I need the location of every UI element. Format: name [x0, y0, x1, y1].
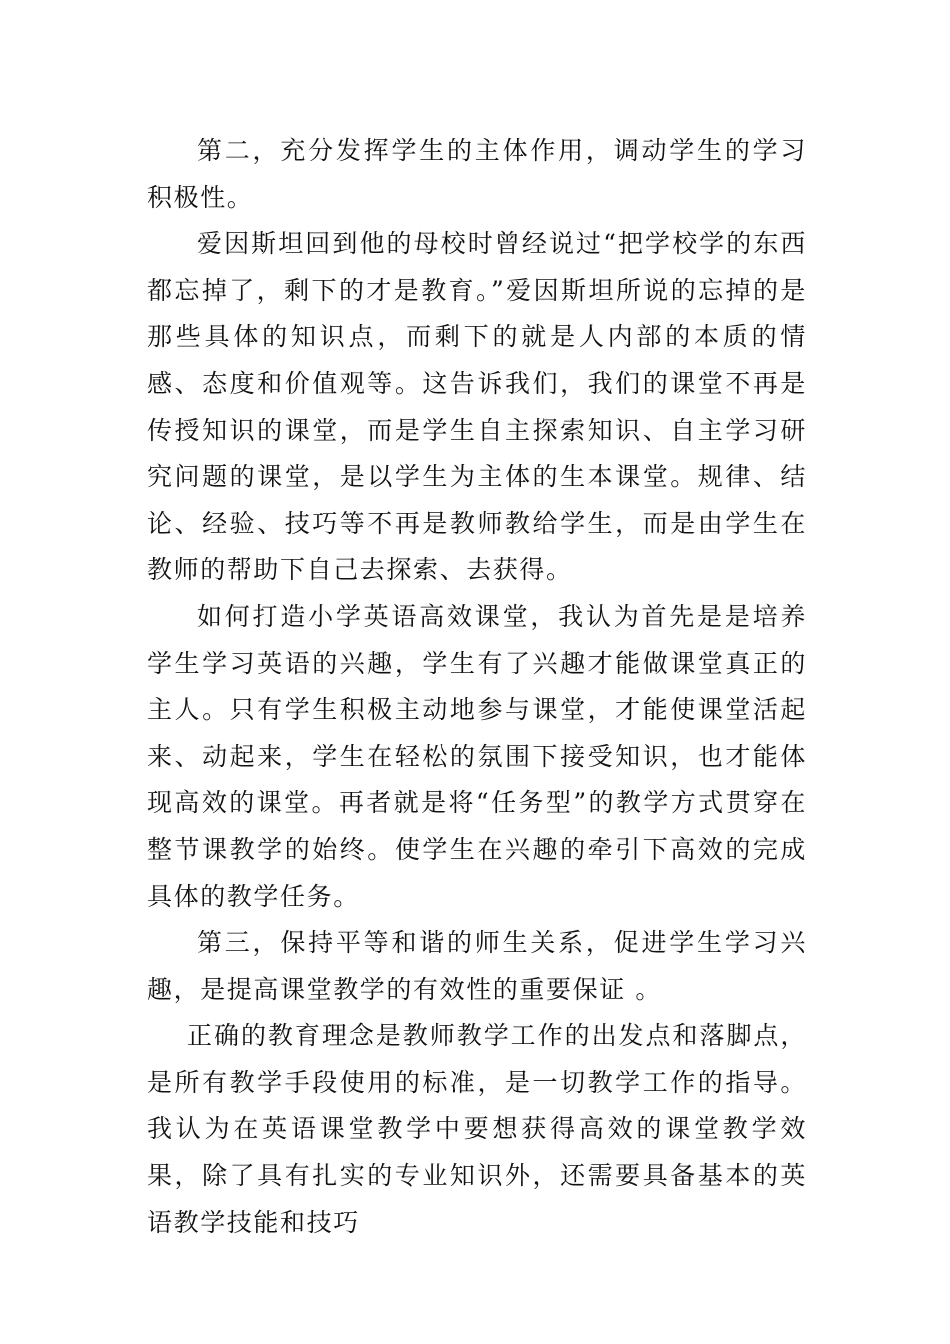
paragraph-section-two-heading: 第二，充分发挥学生的主体作用，调动学生的学习积极性。: [147, 136, 807, 212]
paragraph-teaching-philosophy: 正确的教育理念是教师教学工作的出发点和落脚点，是所有教学手段使用的标准，是一切教学工作的指导。我认为在英语课堂教学中要想获得高效的课堂教学效果，除了具有扎实的专业知识外，还需要具备基本的英语教学技能和技巧: [147, 1021, 807, 1237]
document-body: [147, 128, 807, 1246]
paragraph-section-three-heading: 第三，保持平等和谐的师生关系，促进学生学习兴趣，是提高课堂教学的有效性的重要保证 。: [147, 928, 807, 1004]
paragraph-einstein-quote: 爱因斯坦回到他的母校时曾经说过“把学校学的东西都忘掉了，剩下的才是教育。”爱因斯坦所说的忘掉的是那些具体的知识点，而剩下的就是人内部的本质的情感、态度和价值观等。这告诉我们，我们的课堂不再是传授知识的课堂，而是学生自主探索知识、自主学习研究问题的课堂，是以学生为主体的生本课堂。规律、结论、经验、技巧等不再是教师教给学生，而是由学生在教师的帮助下自己去探索、去获得。: [147, 229, 807, 585]
paragraph-efficient-classroom: 如何打造小学英语高效课堂，我认为首先是是培养学生学习英语的兴趣，学生有了兴趣才能做课堂真正的主人。只有学生积极主动地参与课堂，才能使课堂活起来、动起来，学生在轻松的氛围下接受知识，也才能体现高效的课堂。再者就是将“任务型”的教学方式贯穿在整节课教学的始终。使学生在兴趣的牵引下高效的完成具体的教学任务。: [147, 601, 807, 911]
